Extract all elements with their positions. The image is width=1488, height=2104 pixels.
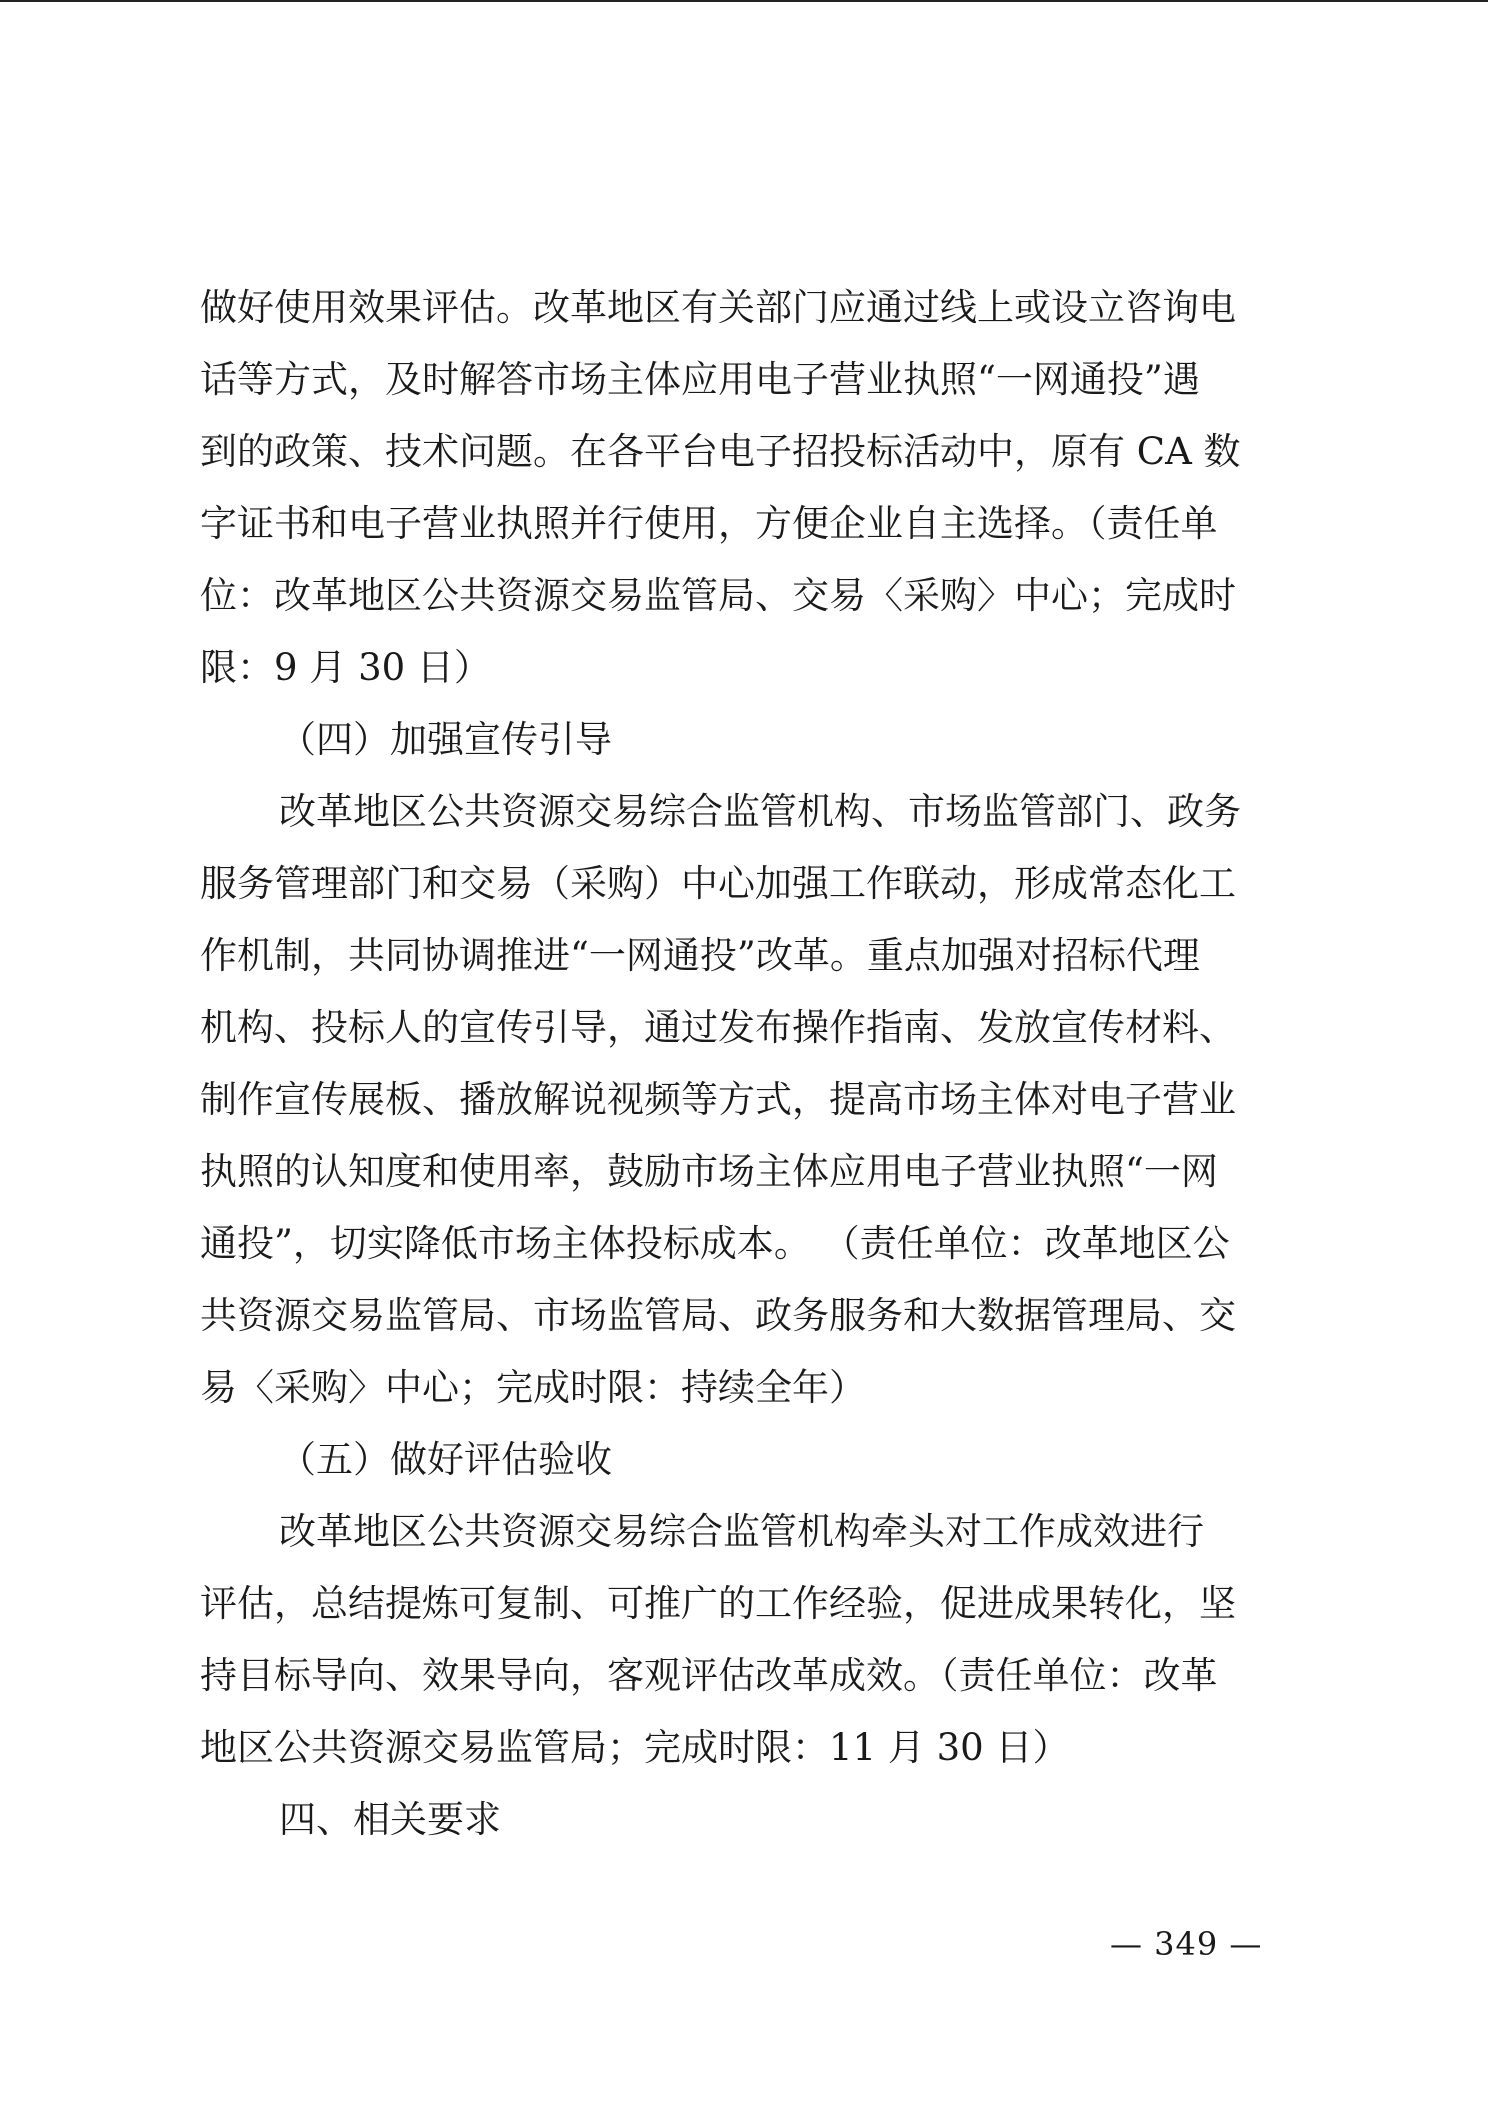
- paragraph-line: 做好使用效果评估。改革地区有关部门应通过线上或设立咨询电: [200, 286, 1236, 329]
- paragraph-line: 制作宣传展板、播放解说视频等方式，提高市场主体对电子营业: [200, 1078, 1236, 1121]
- document-body: [200, 272, 1312, 1856]
- section-heading: （四）加强宣传引导: [279, 718, 612, 761]
- paragraph-line: 地区公共资源交易监管局；完成时限：11 月 30 日）: [200, 1726, 1070, 1769]
- top-border-line: [0, 0, 1488, 2]
- page-number: — 349 —: [1110, 1925, 1263, 1963]
- paragraph-line: 话等方式，及时解答市场主体应用电子营业执照“一网通投”遇: [200, 358, 1200, 401]
- paragraph-line: 服务管理部门和交易（采购）中心加强工作联动，形成常态化工: [200, 862, 1236, 905]
- paragraph-line: 通投”，切实降低市场主体投标成本。 （责任单位：改革地区公: [200, 1222, 1230, 1265]
- paragraph-line: 机构、投标人的宣传引导，通过发布操作指南、发放宣传材料、: [200, 1006, 1236, 1049]
- paragraph-line: 作机制，共同协调推进“一网通投”改革。重点加强对招标代理: [200, 934, 1200, 977]
- paragraph-line: 到的政策、技术问题。在各平台电子招投标活动中，原有 CA 数: [200, 430, 1241, 473]
- paragraph-line: 易〈采购〉中心；完成时限：持续全年）: [200, 1366, 866, 1409]
- paragraph-line: 评估，总结提炼可复制、可推广的工作经验，促进成果转化，坚: [200, 1582, 1236, 1625]
- paragraph-line: 字证书和电子营业执照并行使用，方便企业自主选择。（责任单: [200, 502, 1218, 545]
- section-heading: （五）做好评估验收: [279, 1438, 612, 1481]
- paragraph-line: 位：改革地区公共资源交易监管局、交易〈采购〉中心；完成时: [200, 574, 1236, 617]
- paragraph-line: 持目标导向、效果导向，客观评估改革成效。（责任单位：改革: [200, 1654, 1218, 1697]
- paragraph-line: 限：9 月 30 日）: [200, 646, 491, 689]
- paragraph-line: 共资源交易监管局、市场监管局、政务服务和大数据管理局、交: [200, 1294, 1236, 1337]
- paragraph-line: 改革地区公共资源交易综合监管机构牵头对工作成效进行: [279, 1510, 1204, 1553]
- paragraph-line: 执照的认知度和使用率，鼓励市场主体应用电子营业执照“一网: [200, 1150, 1218, 1193]
- paragraph-line: 改革地区公共资源交易综合监管机构、市场监管部门、政务: [279, 790, 1241, 833]
- section-heading: 四、相关要求: [279, 1798, 501, 1841]
